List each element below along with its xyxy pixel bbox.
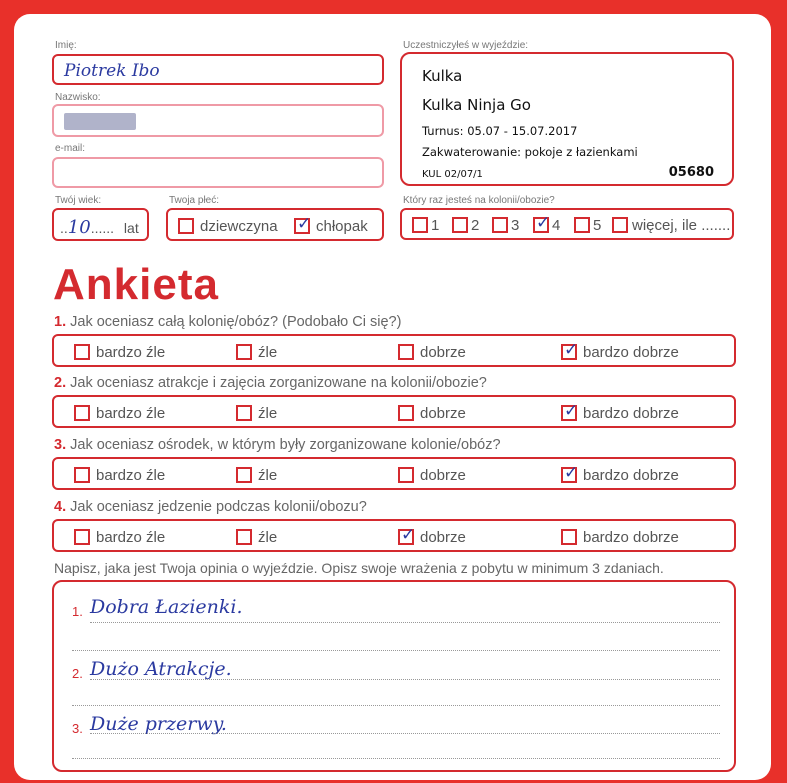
times-option-more[interactable]: więcej, ile .......	[612, 216, 730, 234]
opinion-line-3-num: 3.	[72, 721, 83, 736]
opinion-line-2-num: 2.	[72, 666, 83, 681]
option-dobrze[interactable]: dobrze	[398, 466, 466, 484]
question-3: 3. Jak oceniasz ośrodek, w którym były zorganizowane kolonie/obóz?	[54, 437, 501, 453]
checkbox-checked[interactable]	[294, 214, 312, 235]
option-bardzo-dobrze[interactable]: ✓ bardzo dobrze	[561, 404, 679, 422]
camp-info-box	[400, 52, 734, 186]
answer-row-2	[52, 395, 736, 428]
age-value: 10	[67, 217, 91, 238]
option-dobrze[interactable]: ✓ dobrze	[398, 528, 466, 546]
opinion-line-2-text: Dużo Atrakcje.	[90, 658, 232, 680]
survey-sheet	[14, 14, 771, 780]
survey-title: Ankieta	[53, 260, 219, 309]
email-label: e-mail:	[55, 143, 86, 154]
option-bardzo-dobrze[interactable]: bardzo dobrze	[561, 528, 679, 546]
option-bardzo-zle[interactable]: bardzo źle	[74, 404, 165, 422]
age-unit: lat	[123, 220, 139, 236]
checkbox[interactable]	[178, 218, 194, 234]
name-field[interactable]	[52, 54, 384, 85]
times-label: Który raz jesteś na kolonii/obozie?	[403, 195, 555, 206]
option-dobrze[interactable]: dobrze	[398, 404, 466, 422]
answer-row-1	[52, 334, 736, 367]
option-zle[interactable]: źle	[236, 343, 277, 361]
camp-label: Uczestniczyłeś w wyjeździe:	[403, 40, 529, 51]
question-1: 1. Jak oceniasz całą kolonię/obóz? (Podobało Ci się?)	[54, 314, 402, 330]
email-field[interactable]	[52, 157, 384, 188]
answer-row-3	[52, 457, 736, 490]
gender-option-dziewczyna[interactable]: dziewczyna	[178, 217, 278, 235]
option-bardzo-zle[interactable]: bardzo źle	[74, 343, 165, 361]
surname-field[interactable]	[52, 104, 384, 137]
camp-accommodation: Zakwaterowanie: pokoje z łazienkami	[422, 145, 638, 159]
gender-option-chlopak[interactable]: ✓ chłopak	[294, 217, 368, 235]
times-option-2[interactable]: 2	[452, 216, 479, 234]
ruled-line	[90, 679, 720, 680]
opinion-line-3-text: Duże przerwy.	[90, 713, 227, 735]
redacted-surname	[64, 113, 136, 130]
option-zle[interactable]: źle	[236, 466, 277, 484]
option-zle[interactable]: źle	[236, 528, 277, 546]
checkmark-icon: ✓	[564, 463, 579, 484]
surname-label: Nazwisko:	[55, 92, 101, 103]
age-dots-before: ..	[60, 220, 68, 236]
answer-row-4	[52, 519, 736, 552]
times-option-4[interactable]: ✓ 4	[533, 216, 560, 234]
option-zle[interactable]: źle	[236, 404, 277, 422]
age-dots-after: ......	[90, 220, 115, 236]
ruled-line	[72, 705, 720, 706]
checkmark-icon: ✓	[401, 525, 416, 546]
name-value: Piotrek Ibo	[64, 61, 160, 81]
gender-label: Twoja płeć:	[169, 195, 220, 206]
ruled-line	[72, 650, 720, 651]
camp-code: KUL 02/07/1	[422, 169, 483, 180]
ruled-line	[90, 733, 720, 734]
opinion-box[interactable]	[52, 580, 736, 772]
times-option-5[interactable]: 5	[574, 216, 601, 234]
camp-turnus: Turnus: 05.07 - 15.07.2017	[422, 124, 578, 138]
option-dobrze[interactable]: dobrze	[398, 343, 466, 361]
camp-subtitle: Kulka Ninja Go	[422, 96, 531, 114]
age-field[interactable]	[52, 208, 149, 241]
times-field	[400, 208, 734, 240]
gender-field	[166, 208, 384, 241]
opinion-prompt: Napisz, jaka jest Twoja opinia o wyjeździe. Opisz swoje wrażenia z pobytu w minimum 3 zdaniach.	[54, 560, 664, 576]
checkmark-icon: ✓	[564, 340, 579, 361]
times-option-1[interactable]: 1	[412, 216, 439, 234]
option-bardzo-zle[interactable]: bardzo źle	[74, 528, 165, 546]
question-2: 2. Jak oceniasz atrakcje i zajęcia zorganizowane na kolonii/obozie?	[54, 375, 487, 391]
camp-name: Kulka	[422, 67, 463, 85]
checkmark-icon: ✓	[564, 401, 579, 422]
ruled-line	[72, 758, 720, 759]
opinion-line-1-text: Dobra Łazienki.	[90, 596, 243, 618]
times-option-3[interactable]: 3	[492, 216, 519, 234]
question-4: 4. Jak oceniasz jedzenie podczas kolonii/obozu?	[54, 499, 367, 515]
ruled-line	[90, 622, 720, 623]
opinion-line-1-num: 1.	[72, 604, 83, 619]
option-bardzo-zle[interactable]: bardzo źle	[74, 466, 165, 484]
age-label: Twój wiek:	[55, 195, 102, 206]
camp-number: 05680	[668, 165, 714, 180]
checkmark-icon: ✓	[536, 213, 551, 234]
option-bardzo-dobrze[interactable]: ✓ bardzo dobrze	[561, 343, 679, 361]
option-bardzo-dobrze[interactable]: ✓ bardzo dobrze	[561, 466, 679, 484]
name-label: Imię:	[55, 40, 77, 51]
checkmark-icon: ✓	[297, 214, 312, 235]
